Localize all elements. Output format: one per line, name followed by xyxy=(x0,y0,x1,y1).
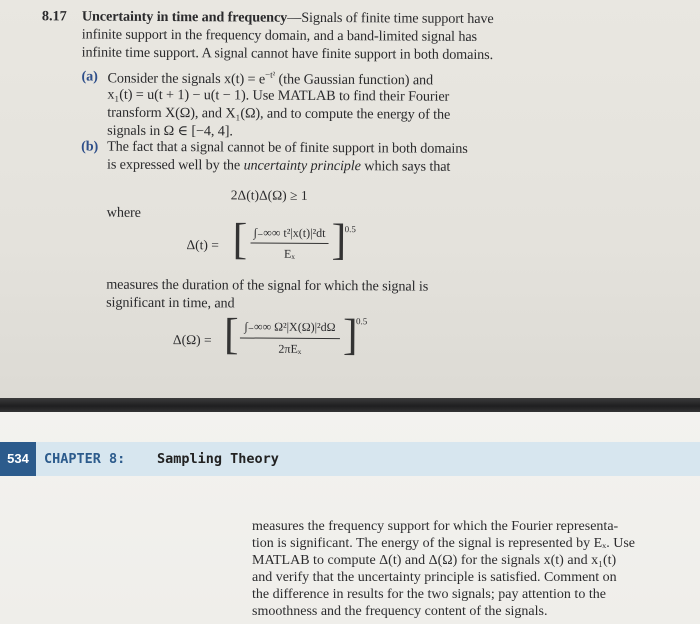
delta-t-fraction-bar xyxy=(251,243,329,244)
part-a-line-4: signals in Ω ∈ [−4, 4]. xyxy=(107,122,233,140)
part-b-label: (b) xyxy=(81,138,99,155)
delta-omega-fraction-bar xyxy=(240,337,340,339)
problem-title: Uncertainty in time and frequency xyxy=(81,8,288,26)
delta-t-left-bracket: [ xyxy=(232,214,248,264)
continuation-line-4: and verify that the uncertainty principle is satisfied. Comment on xyxy=(252,570,617,585)
continuation-line-3: MATLAB to compute Δ(t) and Δ(Ω) for the signals x(t) and x₁(t) xyxy=(252,553,617,568)
part-b-line-2 xyxy=(107,157,450,176)
problem-number: 8.17 xyxy=(41,8,67,25)
part-b-line-2-post: which says that xyxy=(360,158,451,175)
delta-t-denominator: Eₓ xyxy=(284,246,295,261)
measures-time-line-1: measures the duration of the signal for which the signal is xyxy=(106,276,429,295)
intro-text-1: —Signals of finite time support have xyxy=(287,9,494,28)
gaussian-exponent: −t² xyxy=(265,69,276,80)
problem-intro-line-1 xyxy=(82,9,494,29)
delta-t-power: 0.5 xyxy=(344,224,356,235)
part-b-line-2-pre: is expressed well by the xyxy=(106,156,244,174)
continuation-line-2: tion is significant. The energy of the signal is represented by Eₓ. Use xyxy=(252,536,636,551)
part-a-line-1-text: Consider the signals x(t) = e xyxy=(107,70,266,88)
chapter-label: CHAPTER 8: xyxy=(44,451,126,467)
chapter-title: Sampling Theory xyxy=(157,451,279,467)
where-label: where xyxy=(106,204,141,221)
delta-omega-power: 0.5 xyxy=(356,316,368,327)
problem-intro-line-3: infinite time support. A signal cannot have finite support in both domains. xyxy=(81,44,494,64)
delta-omega-numerator: ∫₋∞∞ Ω²|X(Ω)|²dΩ xyxy=(244,319,336,335)
delta-omega-right-bracket: ] xyxy=(342,310,358,360)
delta-t-right-bracket: ] xyxy=(331,215,347,265)
part-a-label: (a) xyxy=(81,68,98,85)
uncertainty-principle-term: uncertainty principle xyxy=(243,157,361,175)
delta-omega-left-bracket: [ xyxy=(223,309,239,359)
delta-t-lhs: Δ(t) = xyxy=(186,237,219,253)
uncertainty-inequality: 2Δ(t)Δ(Ω) ≥ 1 xyxy=(230,187,308,203)
problem-intro-line-2: infinite support in the frequency domain, and a band-limited signal has xyxy=(81,26,478,45)
delta-omega-denominator: 2πEₓ xyxy=(278,341,302,356)
part-a-line-2: x₁(t) = u(t + 1) − u(t − 1). Use MATLAB to find their Fourier xyxy=(107,86,450,105)
part-a-line-3: transform X(Ω), and X₁(Ω), and to compute the energy of the xyxy=(107,104,451,123)
part-a-line-1-tail: (the Gaussian function) and xyxy=(278,71,434,89)
delta-omega-lhs: Δ(Ω) = xyxy=(172,332,212,348)
delta-t-numerator: ∫₋∞∞ t²|x(t)|²dt xyxy=(253,225,326,240)
continuation-line-1: measures the frequency support for which the Fourier representa- xyxy=(252,519,619,534)
continuation-line-5: the difference in results for the two signals; pay attention to the xyxy=(252,587,606,602)
part-b-line-1: The fact that a signal cannot be of finite support in both domains xyxy=(107,138,468,157)
lower-page xyxy=(0,412,700,624)
chapter-header-bar xyxy=(0,442,700,476)
page-number: 534 xyxy=(0,442,36,476)
measures-time-line-2: significant in time, and xyxy=(106,294,235,312)
continuation-line-6: smoothness and the frequency content of the signals. xyxy=(252,604,548,619)
